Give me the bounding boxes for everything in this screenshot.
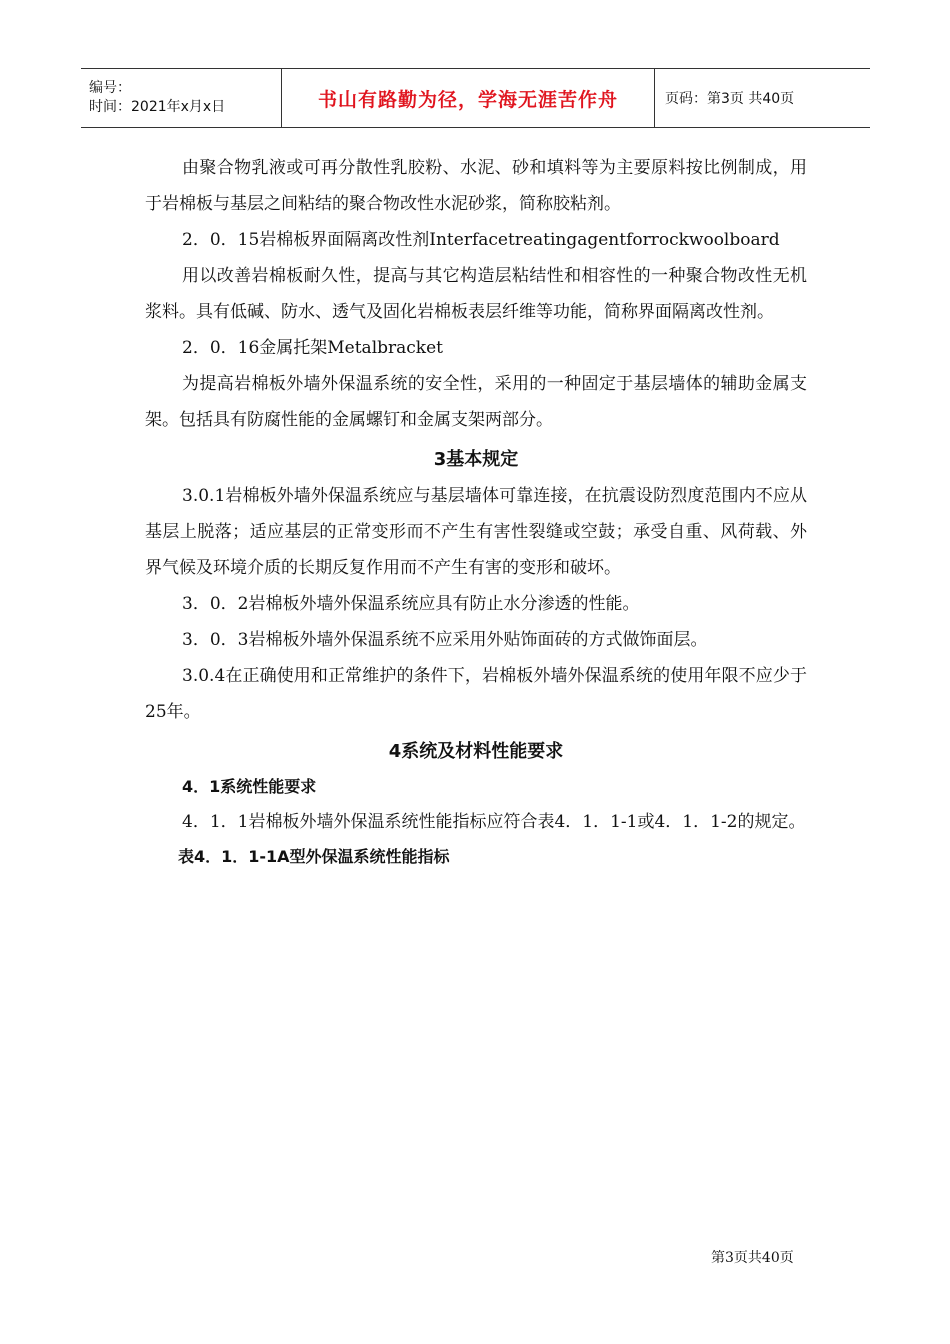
page-footer: 第3页共40页 xyxy=(711,1250,794,1266)
paragraph: 为提高岩棉板外墙外保温系统的安全性，采用的一种固定于基层墙体的辅助金属支架。包括具有防腐性能的金属螺钉和金属支架两部分。 xyxy=(145,374,807,430)
clause-paragraph: 3.0.4在正确使用和正常维护的条件下，岩棉板外墙外保温系统的使用年限不应少于25年。 xyxy=(145,666,807,722)
document-body xyxy=(145,150,807,874)
page-header xyxy=(81,68,870,128)
clause-paragraph: 3．0．3岩棉板外墙外保温系统不应采用外贴饰面砖的方式做饰面层。 xyxy=(182,630,708,650)
document-number-label: 编号： xyxy=(89,80,131,96)
section-heading: 3基本规定 xyxy=(433,449,519,470)
clause-paragraph: 3.0.1岩棉板外墙外保温系统应与基层墙体可靠连接，在抗震设防烈度范围内不应从基层上脱落；适应基层的正常变形而不产生有害性裂缝或空鼓；承受自重、风荷载、外界气候及环境介质的长期反复作用而不产生有害的变形和破坏。 xyxy=(145,486,807,578)
paragraph: 由聚合物乳液或可再分散性乳胶粉、水泥、砂和填料等为主要原料按比例制成，用于岩棉板与基层之间粘结的聚合物改性水泥砂浆，简称胶粘剂。 xyxy=(145,158,807,214)
header-motto: 书山有路勤为径，学海无涯苦作舟 xyxy=(281,69,655,127)
header-page-number: 页码：第3页 共40页 xyxy=(665,91,795,107)
document-date-label: 时间：2021年x月x日 xyxy=(89,99,226,115)
clause-paragraph: 3．0．2岩棉板外墙外保温系统应具有防止水分渗透的性能。 xyxy=(182,594,640,614)
paragraph: 用以改善岩棉板耐久性，提高与其它构造层粘结性和相容性的一种聚合物改性无机浆料。具有低碱、防水、透气及固化岩棉板表层纤维等功能，简称界面隔离改性剂。 xyxy=(145,266,807,322)
clause-paragraph: 4．1．1岩棉板外墙外保温系统性能指标应符合表4．1．1-1或4．1．1-2的规定。 xyxy=(182,812,806,832)
term-heading: 2．0．15岩棉板界面隔离改性剂Interfacetreatingagentforrockwoolboard xyxy=(182,230,780,250)
term-heading: 2．0．16金属托架Metalbracket xyxy=(182,338,443,358)
section-heading: 4系统及材料性能要求 xyxy=(388,741,564,762)
header-meta xyxy=(81,69,281,127)
table-caption: 表4．1．1-1A型外保温系统性能指标 xyxy=(178,847,450,866)
subsection-heading: 4．1系统性能要求 xyxy=(182,777,317,796)
